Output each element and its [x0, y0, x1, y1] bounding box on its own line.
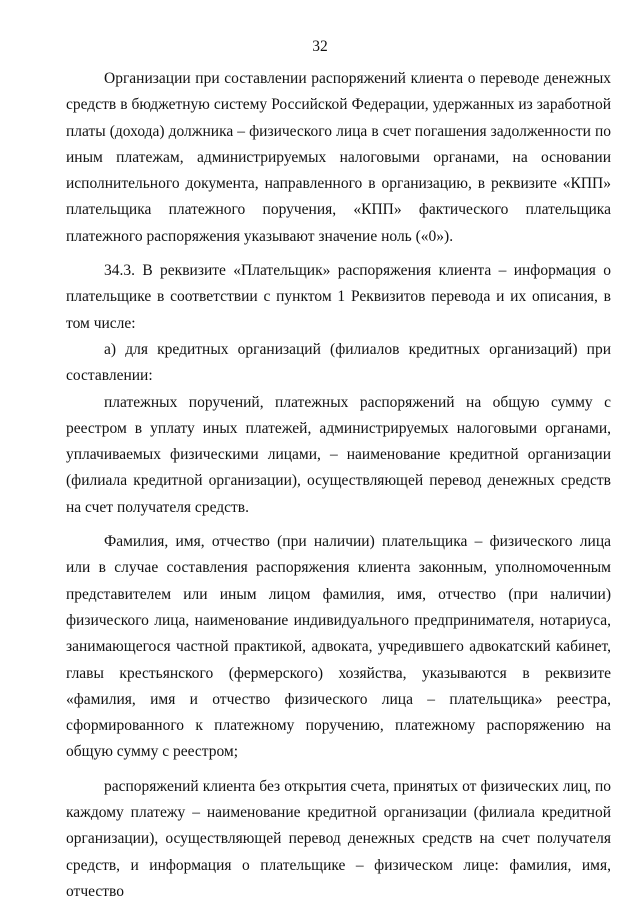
- document-body: [66, 66, 611, 905]
- paragraph-payment-orders: платежных поручений, платежных распоряжений на общую сумму с реестром в уплату иных платежей, администрируемых налоговыми органами, уплачиваемых физическими лицами, – наименование кредитной организации (филиала кредитной организации), осуществляющей перевод денежных средств на счет получателя средств.: [66, 393, 611, 516]
- paragraph-34-3: 34.3. В реквизите «Плательщик» распоряжения клиента – информация о плательщике в соответствии с пунктом 1 Реквизитов перевода и их описания, в том числе:: [66, 262, 611, 332]
- paragraph-payer-name: Фамилия, имя, отчество (при наличии) плательщика – физического лица или в случае составления распоряжения клиента законным, уполномоченным представителем или иным лицом фамилия, имя, отчество (при наличии) физического лица, наименование индивидуального предпринимателя, нотариуса, занимающегося частной практикой, адвоката, учредившего адвокатский кабинет, главы крестьянского (фермерского) хозяйства, указываются в реквизите «фамилия, имя и отчество физического лица – плательщика» реестра, сформированного к платежному поручению, платежному распоряжению на общую сумму с реестром;: [66, 533, 611, 761]
- paragraph-no-account-orders: распоряжений клиента без открытия счета, принятых от физических лиц, по каждому платежу – наименование кредитной организации (филиала кредитной организации), осуществляющей перевод денежных средств на счет получателя средств, и информация о плательщике – физическом лице: фамилия, имя, отчество: [66, 777, 611, 900]
- paragraph-credit-orgs: а) для кредитных организаций (филиалов кредитных организаций) при составлении:: [66, 340, 611, 385]
- paragraph-kpp-zero: Организации при составлении распоряжений клиента о переводе денежных средств в бюджетную систему Российской Федерации, удержанных из заработной платы (дохода) должника – физического лица в счет погашения задолженности по иным платежам, администрируемых налоговыми органами, на основании исполнительного документа, направленного в организацию, в реквизите «КПП» плательщика платежного поручения, «КПП» фактического плательщика платежного распоряжения указывают значение ноль («0»).: [66, 70, 611, 245]
- page-number: 32: [312, 38, 328, 55]
